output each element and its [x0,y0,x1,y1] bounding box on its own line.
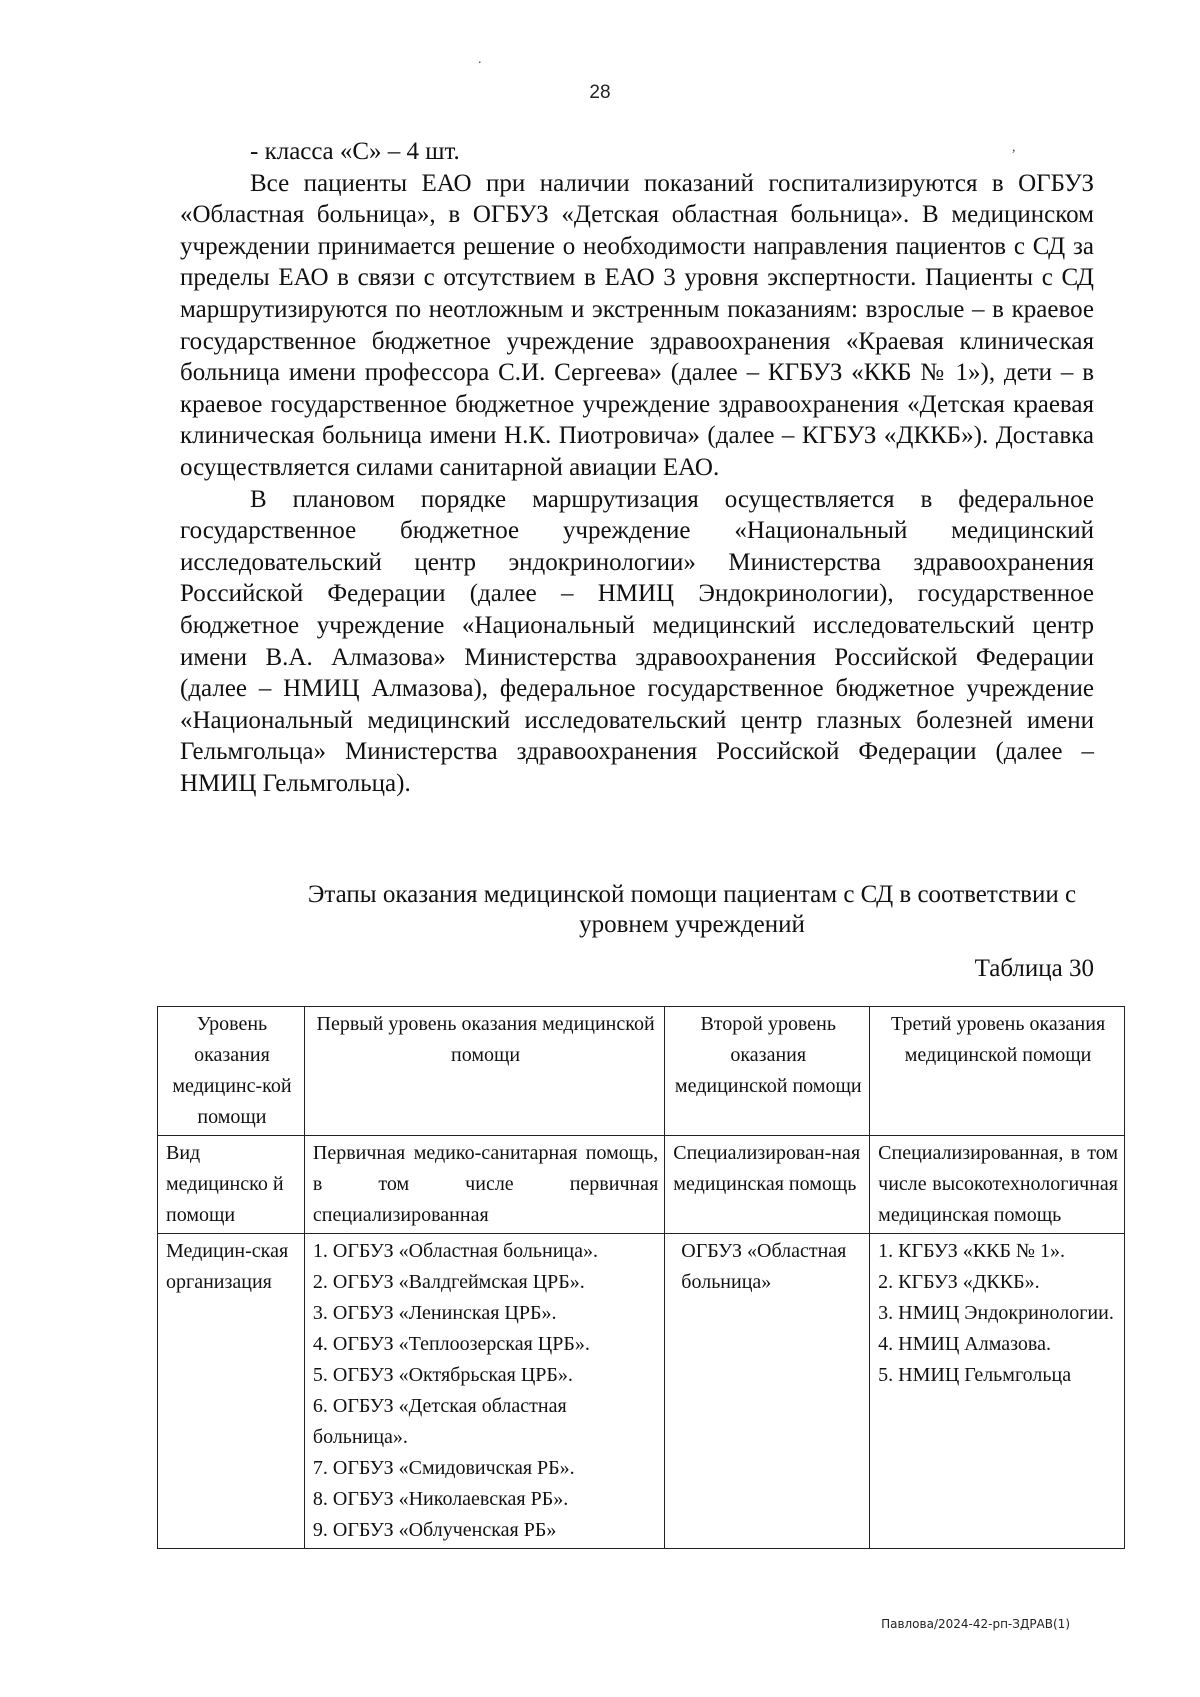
page-number: 28 [589,82,611,103]
scan-speck: . [478,52,482,67]
list-item: 5. ОГБУЗ «Октябрьская ЦРБ». [312,1364,573,1386]
list-item: 8. ОГБУЗ «Николаевская РБ». [312,1488,569,1510]
cell-care-type-second: Специализирован-ная медицинская помощь [665,1136,870,1234]
list-item: 4. НМИЦ Алмазова. [878,1333,1051,1355]
second-level-org: ОГБУЗ «Областная больница» [681,1240,847,1293]
table-header-row [158,1007,1125,1136]
list-item: 9. ОГБУЗ «Облученская РБ» [312,1519,557,1541]
list-item: 3. ОГБУЗ «Ленинская ЦРБ». [312,1302,557,1324]
paragraph-hospitalization: Все пациенты ЕАО при наличии показаний госпитализируются в ОГБУЗ «Областная больница», в ОГБУЗ «Детская областная больница». В медицинском учреждении принимается решение о необходимости направления пациентов с СД за пределы ЕАО в связи с отсутствием в ЕАО 3 уровня экспертности. Пациенты с СД маршрутизируются по неотложным и экстренным показаниям: взрослые – в краевое государственное бюджетное учреждение здравоохранения «Краевая клиническая больница имени профессора С.И. Сергеева» (далее – КГБУЗ «ККБ № 1»), дети – в краевое государственное бюджетное учреждение здравоохранения «Детская краевая клиническая больница имени Н.К. Пиотровича» (далее – КГБУЗ «ДККБ»). Доставка осуществляется силами санитарной авиации ЕАО. [180,169,1094,481]
table-number: Таблица 30 [974,955,1094,982]
list-item: 5. НМИЦ Гельмгольца [878,1364,1072,1386]
list-item: 2. ОГБУЗ «Валдгеймская ЦРБ». [312,1271,585,1293]
care-levels-table [157,1006,1125,1549]
body-text [180,136,1094,799]
scan-speck: , [1012,140,1016,155]
header-cell-first: Первый уровень оказания медицинской помощи [304,1007,664,1136]
cell-first-level-list [304,1234,664,1549]
header-cell-third: Третий уровень оказания медицинской помощи [870,1007,1125,1136]
header-cell-second: Второй уровень оказания медицинской помощи [665,1007,870,1136]
cell-second-level [665,1234,870,1549]
document-footer-code: Павлова/2024-42-рп-ЗДРАВ(1) [881,1617,1070,1631]
list-item: 4. ОГБУЗ «Теплоозерская ЦРБ». [312,1333,590,1355]
cell-organization-label: Медицин-ская организация [158,1234,305,1549]
header-cell-level: Уровень оказания медицинс-кой помощи [158,1007,305,1136]
list-item: 1. ОГБУЗ «Областная больница». [312,1240,598,1262]
list-item: 3. НМИЦ Эндокринологии. [878,1302,1114,1324]
paragraph-class-c: - классa «С» – 4 шт. [250,138,460,165]
table-row-organization [158,1234,1125,1549]
list-item: 6. ОГБУЗ «Детская областная больница». [312,1395,567,1448]
list-item: 7. ОГБУЗ «Смидовичская РБ». [312,1457,575,1479]
list-item: 2. КГБУЗ «ДККБ». [878,1271,1040,1293]
cell-care-type-third: Специализированная, в том числе высокотехнологичная медицинская помощь [870,1136,1125,1234]
cell-third-level-list [870,1234,1125,1549]
list-item: 1. КГБУЗ «ККБ № 1». [878,1240,1066,1262]
table-title-line1: Этапы оказания медицинской помощи пациентам с СД в соответствии с [307,881,1077,908]
paragraph-planned-routing: В плановом порядке маршрутизация осуществляется в федеральное государственное бюджетное учреждение «Национальный медицинский исследовательский центр эндокринологии» Министерства здравоохранения Российской Федерации (далее – НМИЦ Эндокринологии), государственное бюджетное учреждение «Национальный медицинский исследовательский центр имени В.А. Алмазова» Министерства здравоохранения Российской Федерации (далее – НМИЦ Алмазова), федеральное государственное бюджетное учреждение «Национальный медицинский исследовательский центр глазных болезней имени Гельмгольца» Министерства здравоохранения Российской Федерации (далее – НМИЦ Гельмгольца). [180,485,1094,797]
table-title [180,880,1094,940]
table-row-care-type [158,1136,1125,1234]
cell-care-type-first: Первичная медико-санитарная помощь, в том числе первичная специализированная [304,1136,664,1234]
cell-care-type-label: Вид медицинско й помощи [158,1136,305,1234]
table-title-line2: уровнем учреждений [579,911,805,938]
